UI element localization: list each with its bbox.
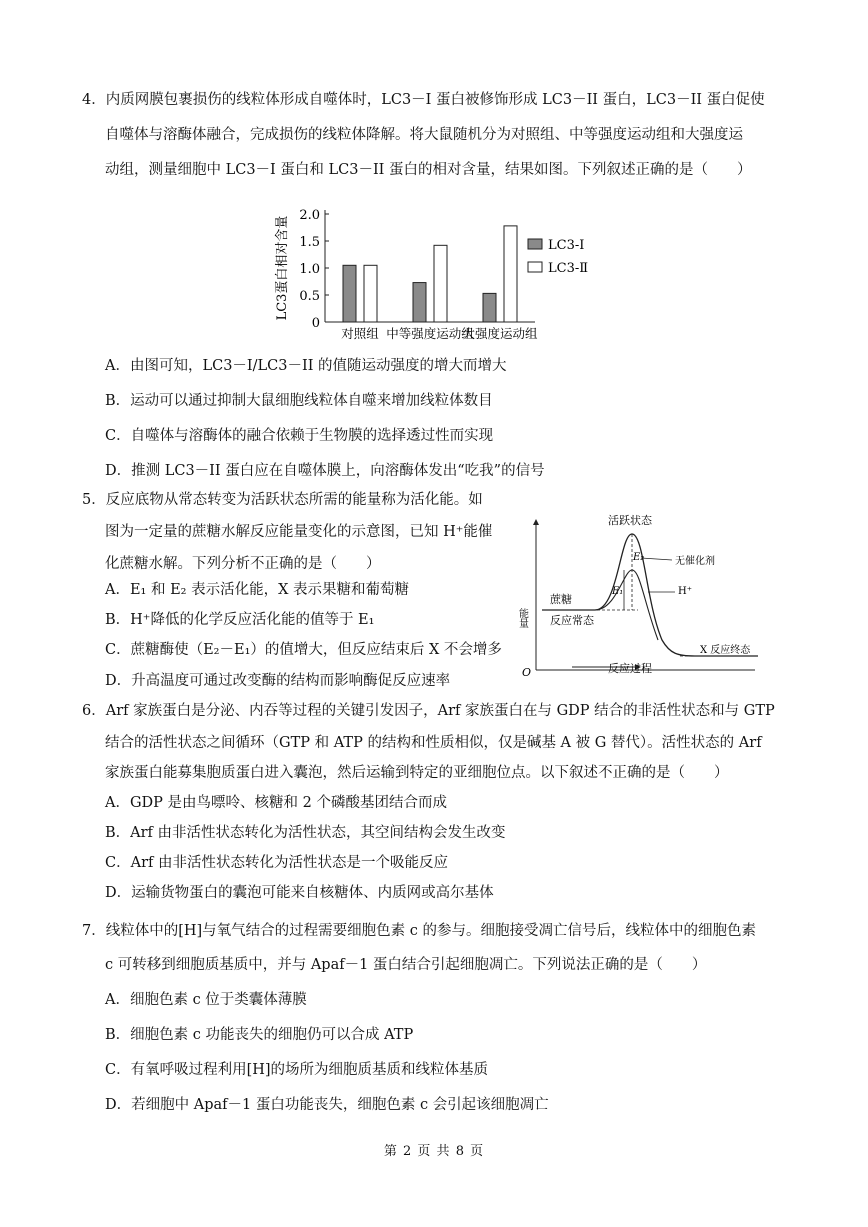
x-category-label: 对照组 xyxy=(341,326,379,341)
q7-option-c: C．有氧呼吸过程利用[H]的场所为细胞质基质和线粒体基质 xyxy=(105,1062,489,1078)
energy-diagram xyxy=(516,512,775,682)
q7-option-a: A．细胞色素 c 位于类囊体薄膜 xyxy=(105,992,307,1008)
q4-line-2: 自噬体与溶酶体融合，完成损伤的线粒体降解。将大鼠随机分为对照组、中等强度运动组和大强度运 xyxy=(105,127,743,143)
y-axis-label: LC3蛋白相对含量 xyxy=(275,215,290,321)
sucrose-label: 蔗糖 xyxy=(550,593,572,606)
q4-line-3: 动组，测量细胞中 LC3－I 蛋白和 LC3－II 蛋白的相对含量，结果如图。下列叙述正确的是（ ） xyxy=(105,162,752,178)
bar-lc3-i xyxy=(343,265,356,322)
q6-line-3: 家族蛋白能募集胞质蛋白进入囊泡，然后运输到特定的亚细胞位点。以下叙述不正确的是（ ） xyxy=(105,765,729,781)
y-tick-label: 2.0 xyxy=(299,208,320,223)
q5-line-1: 5．反应底物从常态转变为活跃状态所需的能量称为活化能。如 xyxy=(82,492,483,508)
q7-option-d: D．若细胞中 Apaf－1 蛋白功能丧失，细胞色素 c 会引起该细胞凋亡 xyxy=(105,1097,549,1113)
bar-lc3-i xyxy=(413,283,426,322)
uncatalyzed-curve xyxy=(542,534,758,656)
x-category-label: 大强度运动组 xyxy=(462,326,538,341)
q7-line-1: 7．线粒体中的[H]与氧气结合的过程需要细胞色素 c 的参与。细胞接受凋亡信号后，线粒体中的细胞色素 xyxy=(82,923,757,939)
q4-option-d: D．推测 LC3－II 蛋白应在自噬体膜上，向溶酶体发出“吃我”的信号 xyxy=(105,463,545,479)
q4-option-b: B．运动可以通过抑制大鼠细胞线粒体自噬来增加线粒体数目 xyxy=(105,393,493,409)
active-label: 活跃状态 xyxy=(608,514,652,527)
q4-option-a: A．由图可知，LC3－I/LC3－II 的值随运动强度的增大而增大 xyxy=(105,358,507,374)
bar-lc3-ii xyxy=(434,245,447,322)
page-footer: 第 2 页 共 8 页 xyxy=(383,1144,485,1159)
q5-option-b: B．H⁺降低的化学反应活化能的值等于 E₁ xyxy=(105,612,375,628)
legend-label: LC3-Ⅰ xyxy=(548,238,585,253)
q6-option-c: C．Arf 由非活性状态转化为活性状态是一个吸能反应 xyxy=(105,855,448,871)
q7-line-2: c 可转移到细胞质基质中，并与 Apaf－1 蛋白结合引起细胞凋亡。下列说法正确的是（ ） xyxy=(105,957,707,973)
lc3-bar-chart xyxy=(270,195,610,345)
end-state-label: X 反应终态 xyxy=(700,645,751,656)
q5-line-3: 化蔗糖水解。下列分析不正确的是（ ） xyxy=(105,556,381,572)
chart-bars xyxy=(343,226,517,322)
q5-option-a: A．E₁ 和 E₂ 表示活化能，X 表示果糖和葡萄糖 xyxy=(105,582,410,598)
e2-label: E₂ xyxy=(633,552,645,563)
q7-option-b: B．细胞色素 c 功能丧失的细胞仍可以合成 ATP xyxy=(105,1027,414,1043)
normal-state-label: 反应常态 xyxy=(550,614,594,627)
q5-option-d: D．升高温度可通过改变酶的结构而影响酶促反应速率 xyxy=(105,673,451,689)
q6-option-a: A．GDP 是由鸟嘌呤、核糖和 2 个磷酸基团结合而成 xyxy=(105,795,447,811)
legend-label: LC3-Ⅱ xyxy=(548,261,589,276)
q6-line-2: 结合的活性状态之间循环（GTP 和 ATP 的结构和性质相似，仅是碱基 A 被 G 替代）。活性状态的 Arf xyxy=(105,735,762,751)
legend-swatch xyxy=(528,239,542,249)
q6-line-1: 6．Arf 家族蛋白是分泌、内吞等过程的关键引发因子，Arf 家族蛋白在与 GDP 结合的非活性状态和与 GTP xyxy=(82,703,775,719)
q6-option-b: B．Arf 由非活性状态转化为活性状态，其空间结构会发生改变 xyxy=(105,825,506,841)
process-label: 反应过程 xyxy=(608,662,652,675)
chart-labels xyxy=(274,208,538,341)
origin-label: O xyxy=(522,666,532,679)
h-plus-label: H⁺ xyxy=(678,586,692,597)
q5-line-2: 图为一定量的蔗糖水解反应能量变化的示意图，已知 H⁺能催 xyxy=(105,524,493,540)
q6-option-d: D．运输货物蛋白的囊泡可能来自核糖体、内质网或高尔基体 xyxy=(105,885,494,901)
bar-lc3-ii xyxy=(504,226,517,322)
y-tick-label: 1.0 xyxy=(299,262,320,277)
y-tick-label: 0.5 xyxy=(299,289,320,304)
energy-label: 能量 xyxy=(516,608,528,628)
bar-lc3-ii xyxy=(364,265,377,322)
chart-legend xyxy=(528,238,588,276)
bar-lc3-i xyxy=(483,293,496,322)
legend-swatch xyxy=(528,262,542,272)
q5-option-c: C．蔗糖酶使（E₂－E₁）的值增大，但反应结束后 X 不会增多 xyxy=(105,642,502,658)
no-catalyst-label: 无催化剂 xyxy=(675,556,715,567)
no-catalyst-pointer xyxy=(641,558,672,560)
y-tick-label: 1.5 xyxy=(299,235,320,250)
e1-label: E₁ xyxy=(612,586,624,597)
q4-option-c: C．自噬体与溶酶体的融合依赖于生物膜的选择透过性而实现 xyxy=(105,428,494,444)
y-tick-label: 0 xyxy=(311,316,320,331)
q4-line-1: 4．内质网膜包裹损伤的线粒体形成自噬体时，LC3－I 蛋白被修饰形成 LC3－II 蛋白，LC3－II 蛋白促使 xyxy=(82,92,765,108)
x-category-label: 中等强度运动组 xyxy=(386,326,474,341)
